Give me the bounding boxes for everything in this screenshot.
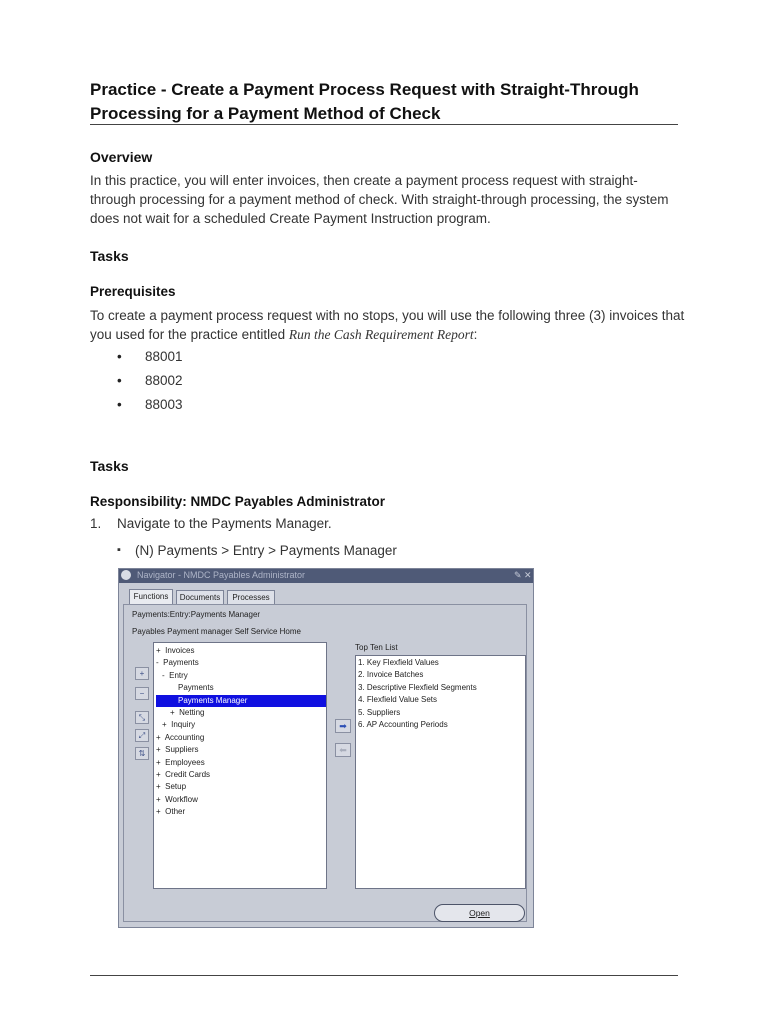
tree-item-payments-manager[interactable]: Payments Manager xyxy=(156,695,326,707)
navigation-path: (N) Payments > Entry > Payments Manager xyxy=(135,543,397,558)
bullet-icon: • xyxy=(117,373,122,388)
tab-processes[interactable]: Processes xyxy=(227,590,275,604)
navigator-window xyxy=(118,568,534,928)
overview-heading: Overview xyxy=(90,149,153,165)
tree-items xyxy=(156,645,326,818)
top-ten-item[interactable]: 5. Suppliers xyxy=(358,707,401,717)
expand-branch-icon[interactable]: ⤡ xyxy=(135,711,149,724)
top-ten-label: Top Ten List xyxy=(355,643,398,652)
functions-panel xyxy=(123,604,527,922)
window-controls-icon[interactable]: ✎ ✕ xyxy=(514,570,532,580)
tree-item-accounting[interactable]: + Accounting xyxy=(156,732,205,742)
function-tree[interactable] xyxy=(153,642,327,889)
invoice-item: 88002 xyxy=(145,373,183,388)
tree-item-other[interactable]: + Other xyxy=(156,807,186,817)
collapse-all-icon[interactable]: ⇅ xyxy=(135,747,149,760)
prerequisites-heading: Prerequisites xyxy=(90,284,176,299)
tree-item-netting[interactable]: + Netting xyxy=(170,707,205,717)
invoice-item: 88001 xyxy=(145,349,183,364)
page-title: Practice - Create a Payment Process Request with Straight-Through Processing for a Payment Method of Check xyxy=(90,80,639,123)
expand-all-icon[interactable]: ⤢ xyxy=(135,729,149,742)
tree-item-setup[interactable]: + Setup xyxy=(156,782,187,792)
window-title: Navigator - NMDC Payables Administrator xyxy=(137,570,306,580)
prerequisites-text: To create a payment process request with no stops, you will use the following three (3) invoices that you used for the practice entitled Run the Cash Requirement Report: xyxy=(90,308,685,342)
expand-icon[interactable]: + xyxy=(135,667,149,680)
bullet-icon: • xyxy=(117,397,122,412)
tree-item-workflow[interactable]: + Workflow xyxy=(156,794,198,804)
tree-item-employees[interactable]: + Employees xyxy=(156,757,205,767)
step-text: Navigate to the Payments Manager. xyxy=(117,516,332,531)
tree-item-credit-cards[interactable]: + Credit Cards xyxy=(156,769,211,779)
tree-item-payments[interactable]: - Payments xyxy=(156,658,199,668)
tasks-heading-2: Tasks xyxy=(90,458,129,474)
top-ten-item[interactable]: 1. Key Flexfield Values xyxy=(358,658,439,667)
responsibility-heading: Responsibility: NMDC Payables Administrator xyxy=(90,494,386,509)
open-button[interactable]: Open xyxy=(434,904,525,922)
remove-from-top-ten-icon: ⬅ xyxy=(335,743,351,757)
top-ten-list[interactable] xyxy=(355,655,526,889)
bullet-icon: • xyxy=(117,349,122,364)
tree-item-inquiry[interactable]: + Inquiry xyxy=(162,720,196,730)
function-description: Payables Payment manager Self Service Home xyxy=(132,627,301,636)
step-number: 1. xyxy=(90,516,102,531)
tree-item-payments-function[interactable]: Payments xyxy=(178,683,214,693)
title-divider xyxy=(90,124,678,125)
tab-documents[interactable]: Documents xyxy=(176,590,224,604)
oracle-app-icon xyxy=(121,570,131,580)
tasks-heading-1: Tasks xyxy=(90,248,129,264)
practice-title-reference: Run the Cash Requirement Report xyxy=(288,327,474,342)
tree-item-entry[interactable]: - Entry xyxy=(162,670,188,680)
top-ten-item[interactable]: 2. Invoice Batches xyxy=(358,670,424,680)
overview-text: In this practice, you will enter invoices, then create a payment process request with straight-through processing for a payment method of check. With straight-through processing, the system does not wait for a scheduled Create Payment Instruction program. xyxy=(90,173,669,226)
function-path-label: Payments:Entry:Payments Manager xyxy=(132,610,261,619)
footer-divider xyxy=(90,975,678,976)
add-to-top-ten-icon[interactable]: ➡ xyxy=(335,719,351,733)
tree-item-invoices[interactable]: + Invoices xyxy=(156,646,195,655)
tree-item-suppliers[interactable]: + Suppliers xyxy=(156,745,199,755)
tab-functions[interactable]: Functions xyxy=(129,589,173,605)
invoice-item: 88003 xyxy=(145,397,183,412)
top-ten-item[interactable]: 3. Descriptive Flexfield Segments xyxy=(358,682,477,692)
top-ten-item[interactable]: 6. AP Accounting Periods xyxy=(358,719,448,729)
window-titlebar xyxy=(119,569,533,583)
top-ten-item[interactable]: 4. Flexfield Value Sets xyxy=(358,695,438,705)
collapse-icon[interactable]: − xyxy=(135,687,149,700)
square-bullet-icon: ▪ xyxy=(117,544,121,556)
